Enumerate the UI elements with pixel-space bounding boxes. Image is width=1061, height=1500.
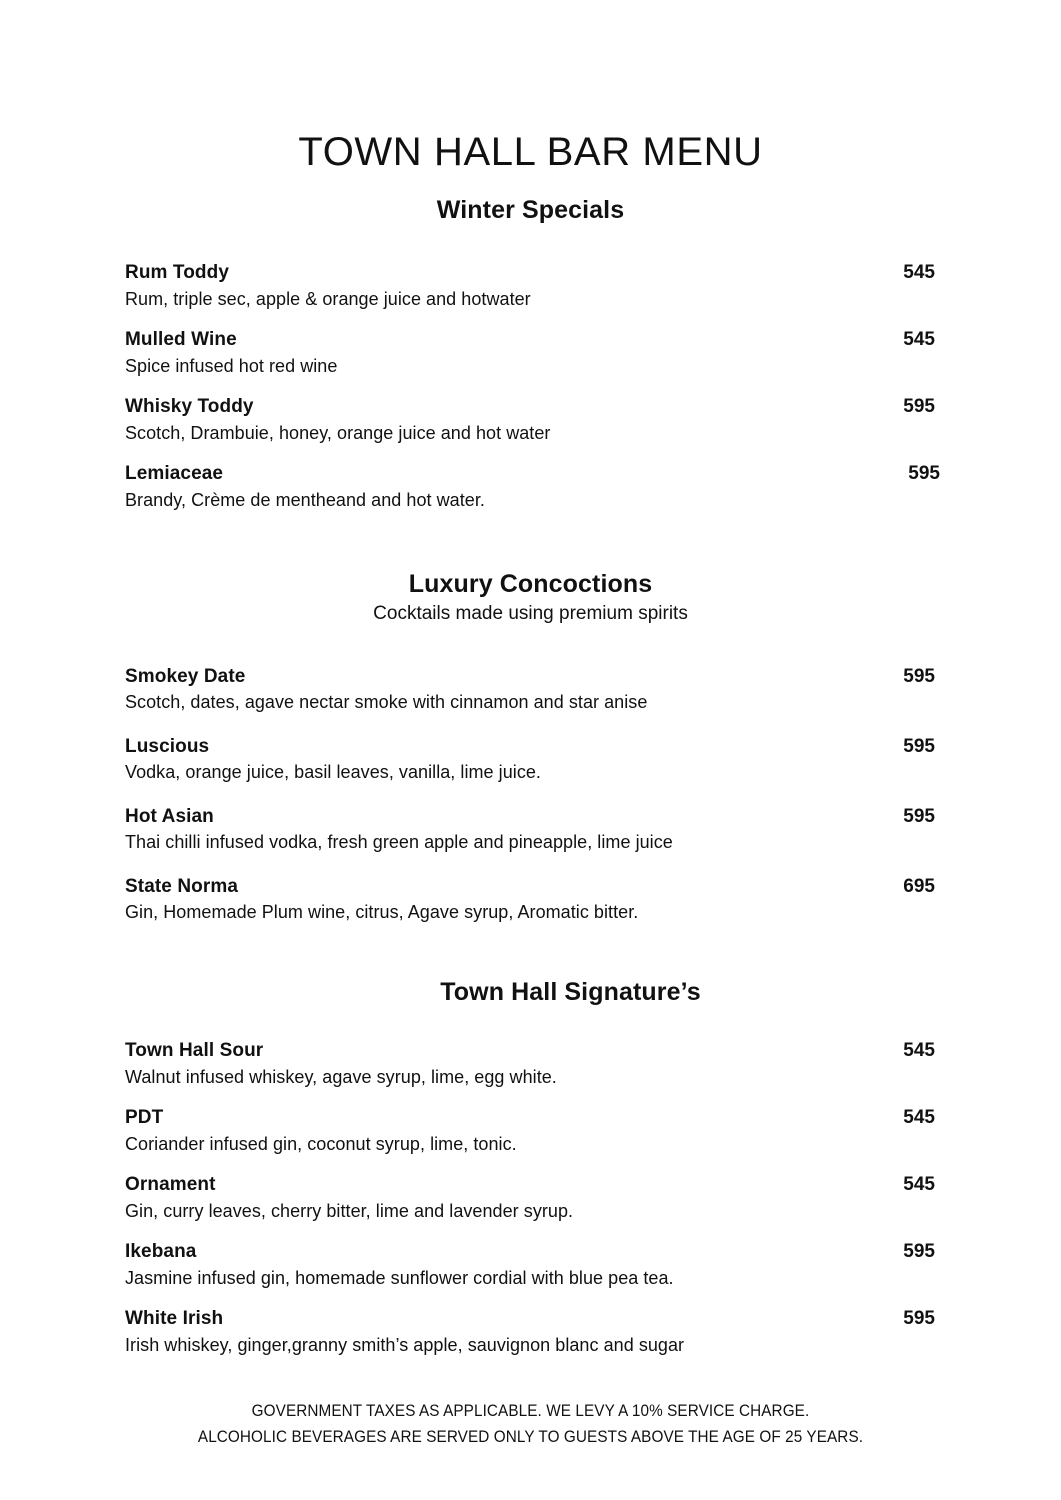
menu-item-price: 595 — [903, 1307, 935, 1329]
menu-item-price: 595 — [908, 462, 940, 484]
menu-item-name: Smokey Date — [125, 665, 246, 687]
menu-item-name: Luscious — [125, 735, 210, 757]
menu-item-head — [125, 735, 935, 759]
menu-item-name: PDT — [125, 1106, 164, 1128]
menu-item-name: White Irish — [125, 1307, 224, 1329]
menu-item[interactable] — [0, 1307, 1061, 1374]
item-list-luxury — [0, 665, 1061, 945]
menu-item-price: 545 — [903, 1173, 935, 1195]
section-header-luxury: Luxury Concoctions — [408, 570, 653, 598]
menu-item-head — [125, 875, 935, 899]
menu-item[interactable] — [0, 395, 1061, 462]
menu-item-head — [125, 462, 940, 486]
menu-item-description: Scotch, dates, agave nectar smoke with cinnamon and star anise — [125, 692, 648, 713]
footer-disclaimer — [0, 1398, 1061, 1451]
menu-item-price: 695 — [903, 875, 935, 897]
menu-item-description: Thai chilli infused vodka, fresh green apple and pineapple, lime juice — [125, 832, 673, 853]
menu-item[interactable] — [0, 1240, 1061, 1307]
menu-item-price: 545 — [903, 1039, 935, 1061]
menu-item-description: Jasmine infused gin, homemade sunflower cordial with blue pea tea. — [125, 1267, 674, 1288]
menu-item-head — [125, 1307, 935, 1331]
menu-item-price: 595 — [903, 1240, 935, 1262]
menu-item-description: Gin, Homemade Plum wine, citrus, Agave syrup, Aromatic bitter. — [125, 902, 639, 923]
menu-item-description: Brandy, Crème de mentheand and hot water. — [125, 489, 485, 510]
menu-item-description: Coriander infused gin, coconut syrup, lime, tonic. — [125, 1133, 517, 1154]
menu-item-head — [125, 395, 935, 419]
footer-line-taxes: GOVERNMENT TAXES AS APPLICABLE. WE LEVY A 10% SERVICE CHARGE. — [251, 1401, 810, 1420]
page-title: TOWN HALL BAR MENU — [298, 129, 763, 174]
menu-item[interactable] — [0, 1039, 1061, 1106]
menu-item[interactable] — [0, 261, 1061, 328]
menu-item[interactable] — [0, 735, 1061, 805]
item-list-signature — [0, 1039, 1061, 1374]
menu-item-name: Whisky Toddy — [125, 395, 254, 417]
menu-item[interactable] — [0, 1106, 1061, 1173]
menu-item-head — [125, 328, 935, 352]
menu-item[interactable] — [0, 665, 1061, 735]
menu-item[interactable] — [0, 328, 1061, 395]
menu-item-head — [125, 1173, 935, 1197]
menu-item-price: 595 — [903, 805, 935, 827]
menu-item-price: 545 — [903, 328, 935, 350]
menu-item-name: Rum Toddy — [125, 261, 229, 283]
menu-item-name: Lemiaceae — [125, 462, 224, 484]
footer-line-age-policy: ALCOHOLIC BEVERAGES ARE SERVED ONLY TO GUESTS ABOVE THE AGE OF 25 YEARS. — [197, 1427, 864, 1447]
menu-item-description: Gin, curry leaves, cherry bitter, lime and lavender syrup. — [125, 1200, 574, 1221]
menu-section-signature — [0, 978, 1061, 1374]
menu-item-price: 545 — [903, 261, 935, 283]
menu-item-name: Mulled Wine — [125, 328, 237, 350]
menu-item-head — [125, 1240, 935, 1264]
menu-item-head — [125, 665, 935, 689]
menu-item-name: Hot Asian — [125, 805, 214, 827]
menu-item-head — [125, 261, 935, 285]
menu-item-name: Ikebana — [125, 1240, 197, 1262]
menu-item-head — [125, 805, 935, 829]
menu-item-price: 595 — [903, 735, 935, 757]
menu-section-luxury — [0, 570, 1061, 945]
section-header-winter: Winter Specials — [436, 196, 625, 224]
menu-item[interactable] — [0, 462, 1061, 529]
section-header-signature: Town Hall Signature’s — [440, 978, 701, 1006]
menu-item-description: Rum, triple sec, apple & orange juice and hotwater — [125, 288, 531, 309]
menu-item-description: Vodka, orange juice, basil leaves, vanilla, lime juice. — [125, 762, 541, 783]
menu-item-description: Spice infused hot red wine — [125, 355, 338, 376]
menu-item-price: 595 — [903, 395, 935, 417]
menu-item[interactable] — [0, 875, 1061, 945]
section-subtitle-luxury: Cocktails made using premium spirits — [373, 602, 688, 624]
menu-item-head — [125, 1106, 935, 1130]
menu-item-name: State Norma — [125, 875, 239, 897]
menu-item-name: Town Hall Sour — [125, 1039, 264, 1061]
menu-item-head — [125, 1039, 935, 1063]
menu-item[interactable] — [0, 1173, 1061, 1240]
menu-item-price: 545 — [903, 1106, 935, 1128]
menu-section-winter — [0, 196, 1061, 529]
menu-item-description: Irish whiskey, ginger,granny smith’s apple, sauvignon blanc and sugar — [125, 1334, 685, 1355]
menu-item-name: Ornament — [125, 1173, 216, 1195]
menu-item[interactable] — [0, 805, 1061, 875]
item-list-winter — [0, 261, 1061, 529]
menu-item-description: Scotch, Drambuie, honey, orange juice and hot water — [125, 422, 551, 443]
menu-item-description: Walnut infused whiskey, agave syrup, lime, egg white. — [125, 1066, 557, 1087]
menu-item-price: 595 — [903, 665, 935, 687]
